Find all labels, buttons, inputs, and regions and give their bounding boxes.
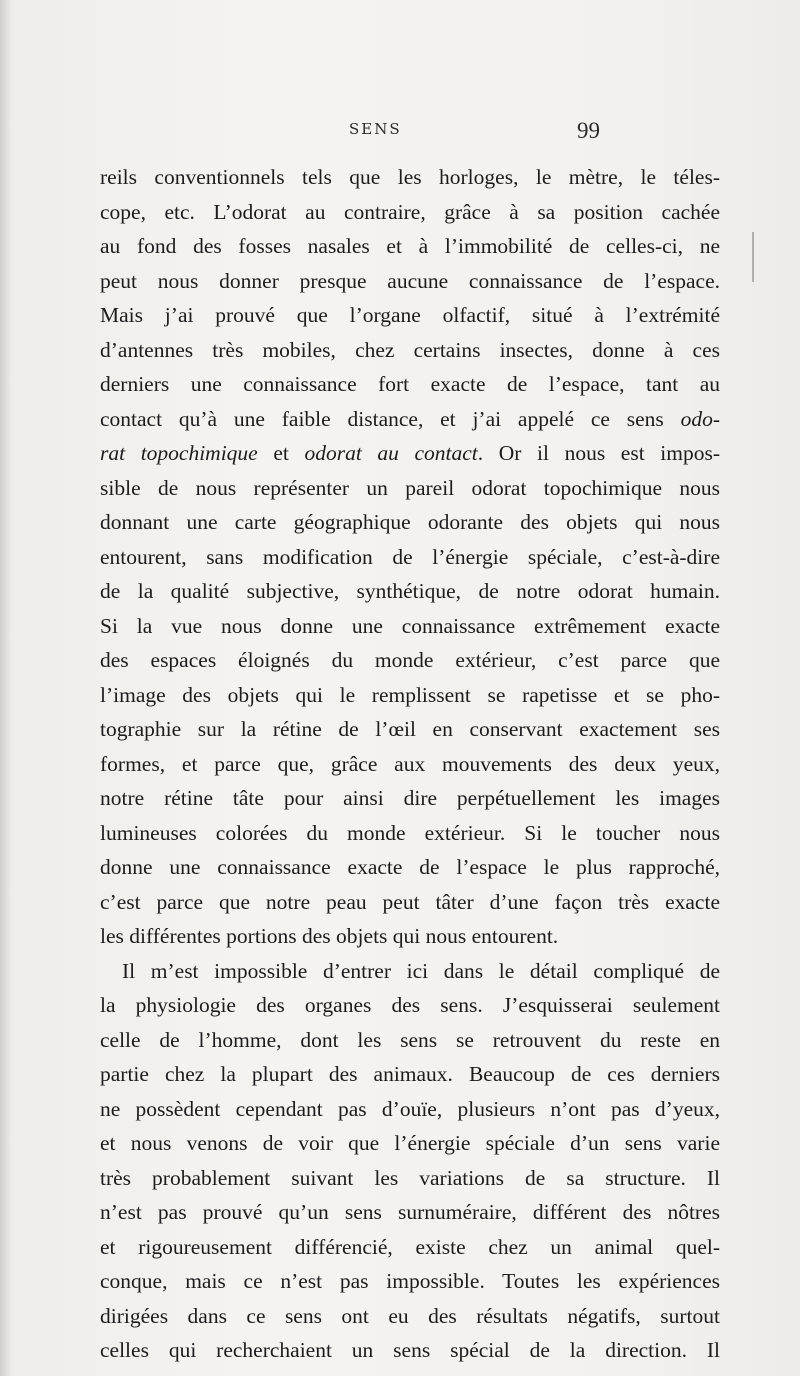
text-line: partie chez la plupart des animaux. Beaucoup de ces derniers <box>100 1062 720 1086</box>
text-line: et nous venons de voir que l’énergie spéciale d’un sens varie <box>100 1131 720 1155</box>
text-line: ne possèdent cependant pas d’ouïe, plusieurs n’ont pas d’yeux, <box>100 1096 720 1121</box>
text-line: la physiologie des organes des sens. J’esquisserai seulement <box>100 993 720 1017</box>
text-line: des espaces éloignés du monde extérieur, c’est parce que <box>100 648 720 672</box>
text-line: cope, etc. L’odorat au contraire, grâce à sa position cachée <box>100 199 720 224</box>
text-line: l’image des objets qui le remplissent se rapetisse et se pho- <box>100 682 720 707</box>
margin-mark <box>752 232 754 282</box>
text-line: celle de l’homme, dont les sens se retrouvent du reste en <box>100 1027 720 1052</box>
text-line: au fond des fosses nasales et à l’immobilité de celles-ci, ne <box>100 234 720 258</box>
text-line: lumineuses colorées du monde extérieur. Si le toucher nous <box>100 820 720 845</box>
page-header <box>0 118 800 158</box>
text-segment: contact qu’à une faible distance, et j’ai appelé ce sens <box>100 406 681 431</box>
body-text <box>100 160 720 1368</box>
running-title: SENS <box>349 120 402 138</box>
page-number: 99 <box>577 118 600 143</box>
italic-term: odorat au contact <box>304 441 478 465</box>
text-line: Si la vue nous donne une connaissance extrêmement exacte <box>100 613 720 638</box>
text-line: conque, mais ce n’est pas impossible. Toutes les expériences <box>100 1269 720 1293</box>
text-line: derniers une connaissance fort exacte de l’espace, tant au <box>100 372 720 396</box>
text-line: notre rétine tâte pour ainsi dire perpétuellement les images <box>100 786 720 810</box>
text-line: dirigées dans ce sens ont eu des résultats négatifs, surtout <box>100 1303 720 1328</box>
text-segment: et <box>257 441 305 465</box>
text-line: n’est pas prouvé qu’un sens surnuméraire, différent des nôtres <box>100 1200 720 1224</box>
text-line: de la qualité subjective, synthétique, de notre odorat humain. <box>100 579 720 603</box>
text-line: tographie sur la rétine de l’œil en conservant exactement ses <box>100 717 720 741</box>
text-line: formes, et parce que, grâce aux mouvements des deux yeux, <box>100 751 720 776</box>
text-line: peut nous donner presque aucune connaissance de l’espace. <box>100 268 720 293</box>
text-line: entourent, sans modification de l’énergie spéciale, c’est-à-dire <box>100 544 720 569</box>
text-segment: . Or il nous est impos- <box>477 441 721 465</box>
italic-term: rat topochimique <box>100 441 258 465</box>
page-edge-shadow <box>0 0 12 1376</box>
text-line: sible de nous représenter un pareil odorat topochimique nous <box>100 475 720 500</box>
text-line: les différentes portions des objets qui nous entourent. <box>100 924 559 948</box>
text-line: celles qui recherchaient un sens spécial de la direction. Il <box>100 1338 720 1362</box>
text-line: d’antennes très mobiles, chez certains insectes, donne à ces <box>100 337 720 362</box>
text-line: et rigoureusement différencié, existe chez un animal quel- <box>100 1234 720 1259</box>
text-line-with-italic <box>100 402 720 437</box>
text-line: très probablement suivant les variations de sa structure. Il <box>100 1165 720 1190</box>
italic-term: odo- <box>680 406 720 431</box>
text-line: donne une connaissance exacte de l’espace le plus rapproché, <box>100 855 720 879</box>
text-line-with-italic <box>100 436 720 471</box>
text-line: donnant une carte géographique odorante des objets qui nous <box>100 510 720 534</box>
text-line: Il m’est impossible d’entrer ici dans le détail compliqué de <box>122 958 720 983</box>
text-line: reils conventionnels tels que les horloges, le mètre, le téles- <box>100 165 720 189</box>
text-line: Mais j’ai prouvé que l’organe olfactif, situé à l’extrémité <box>100 303 720 327</box>
text-line: c’est parce que notre peau peut tâter d’une façon très exacte <box>100 889 720 914</box>
